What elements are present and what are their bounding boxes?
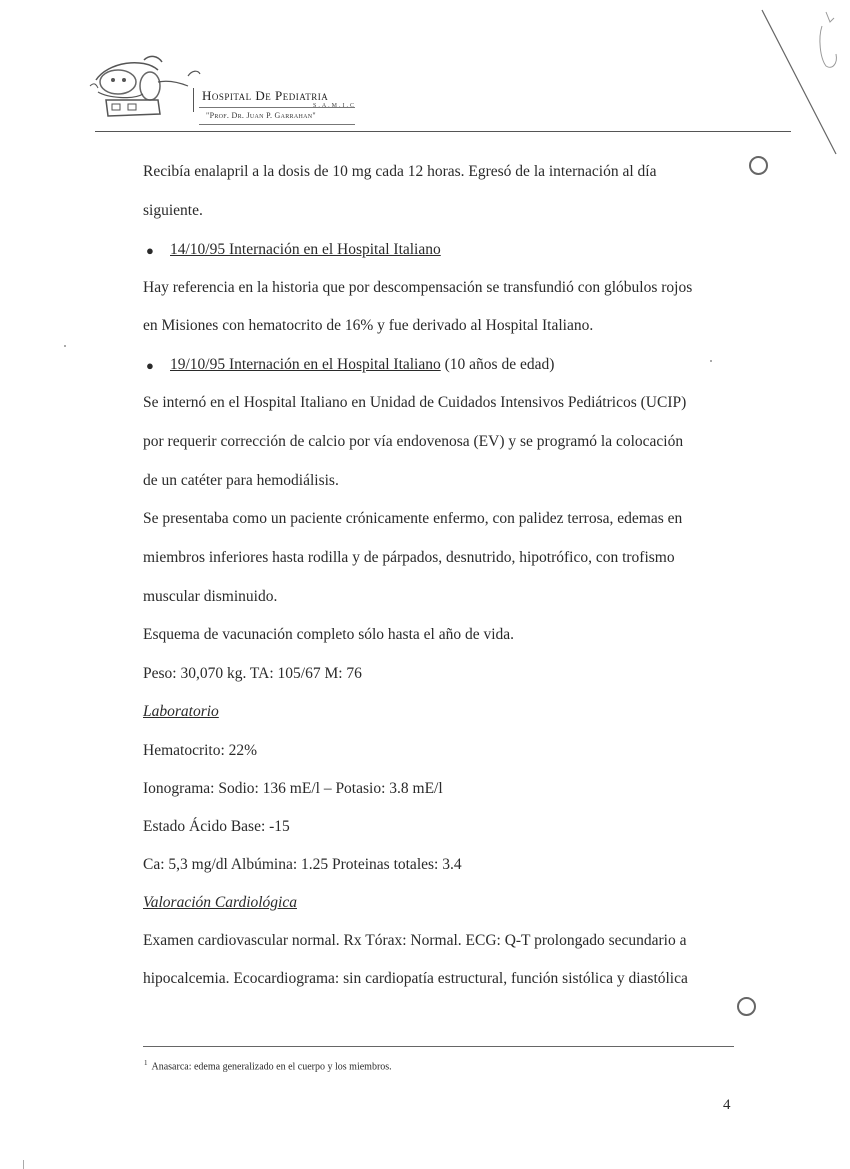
speck	[710, 360, 712, 362]
body-line: miembros inferiores hasta rodilla y de párpados, desnutrido, hipotrófico, con trofismo	[143, 549, 675, 566]
body-line: Hay referencia en la historia que por descompensación se transfundió con glóbulos rojos	[143, 279, 693, 296]
body-line: por requerir corrección de calcio por vía endovenosa (EV) y se programó la colocación	[143, 433, 684, 450]
body-line: siguiente.	[143, 202, 203, 219]
body-line: Estado Ácido Base: -15	[143, 818, 290, 835]
footnote-mark: 1	[144, 1059, 148, 1067]
body-line: Se internó en el Hospital Italiano en Unidad de Cuidados Intensivos Pediátricos (UCIP)	[143, 394, 687, 411]
logo-divider	[193, 88, 194, 112]
body-line: hipocalcemia. Ecocardiograma: sin cardiopatía estructural, función sistólica y diastólica	[143, 970, 688, 987]
hospital-subtitle: "Prof. Dr. Juan P. Garrahan"	[206, 111, 316, 120]
section-heading-row	[170, 355, 554, 375]
speck	[64, 345, 66, 347]
body-line: Recibía enalapril a la dosis de 10 mg cada 12 horas. Egresó de la internación al día	[143, 163, 657, 180]
body-line: en Misiones con hematocrito de 16% y fue derivado al Hospital Italiano.	[143, 317, 594, 334]
section-heading-note: (10 años de edad)	[440, 356, 555, 373]
hospital-name: Hospital De Pediatria	[202, 88, 329, 103]
speck	[23, 1160, 24, 1169]
body-line: Ionograma: Sodio: 136 mE/l – Potasio: 3.8 mE/l	[143, 780, 443, 797]
header-rule	[95, 131, 791, 132]
section-heading: 14/10/95 Internación en el Hospital Italiano	[170, 241, 441, 258]
cardio-heading: Valoración Cardiológica	[143, 894, 297, 911]
hospital-org: S.A.M.I.C	[313, 103, 357, 109]
body-line: Examen cardiovascular normal. Rx Tórax: Normal. ECG: Q-T prolongado secundario a	[143, 932, 687, 949]
body-line: Peso: 30,070 kg. TA: 105/67 M: 76	[143, 665, 362, 682]
footnote	[144, 1059, 392, 1072]
scan-artifact-line	[760, 8, 840, 158]
body-line: Se presentaba como un paciente crónicamente enfermo, con palidez terrosa, edemas en	[143, 510, 683, 527]
footnote-rule	[143, 1046, 734, 1047]
lab-heading: Laboratorio	[143, 703, 219, 720]
section-heading: 19/10/95 Internación en el Hospital Italiano	[170, 356, 441, 373]
body-line: Hematocrito: 22%	[143, 742, 258, 759]
punch-hole-bottom	[737, 997, 756, 1016]
page-number: 4	[723, 1097, 731, 1113]
body-line: muscular disminuido.	[143, 588, 278, 605]
bullet-icon: ●	[146, 358, 154, 373]
body-line: Esquema de vacunación completo sólo hasta el año de vida.	[143, 626, 515, 643]
body-line: Ca: 5,3 mg/dl Albúmina: 1.25 Proteinas totales: 3.4	[143, 856, 462, 873]
punch-hole-top	[749, 156, 768, 175]
bullet-icon: ●	[146, 243, 154, 258]
hospital-logo	[88, 52, 208, 130]
footnote-text: Anasarca: edema generalizado en el cuerpo y los miembros.	[151, 1061, 392, 1073]
body-line: de un catéter para hemodiálisis.	[143, 472, 339, 489]
